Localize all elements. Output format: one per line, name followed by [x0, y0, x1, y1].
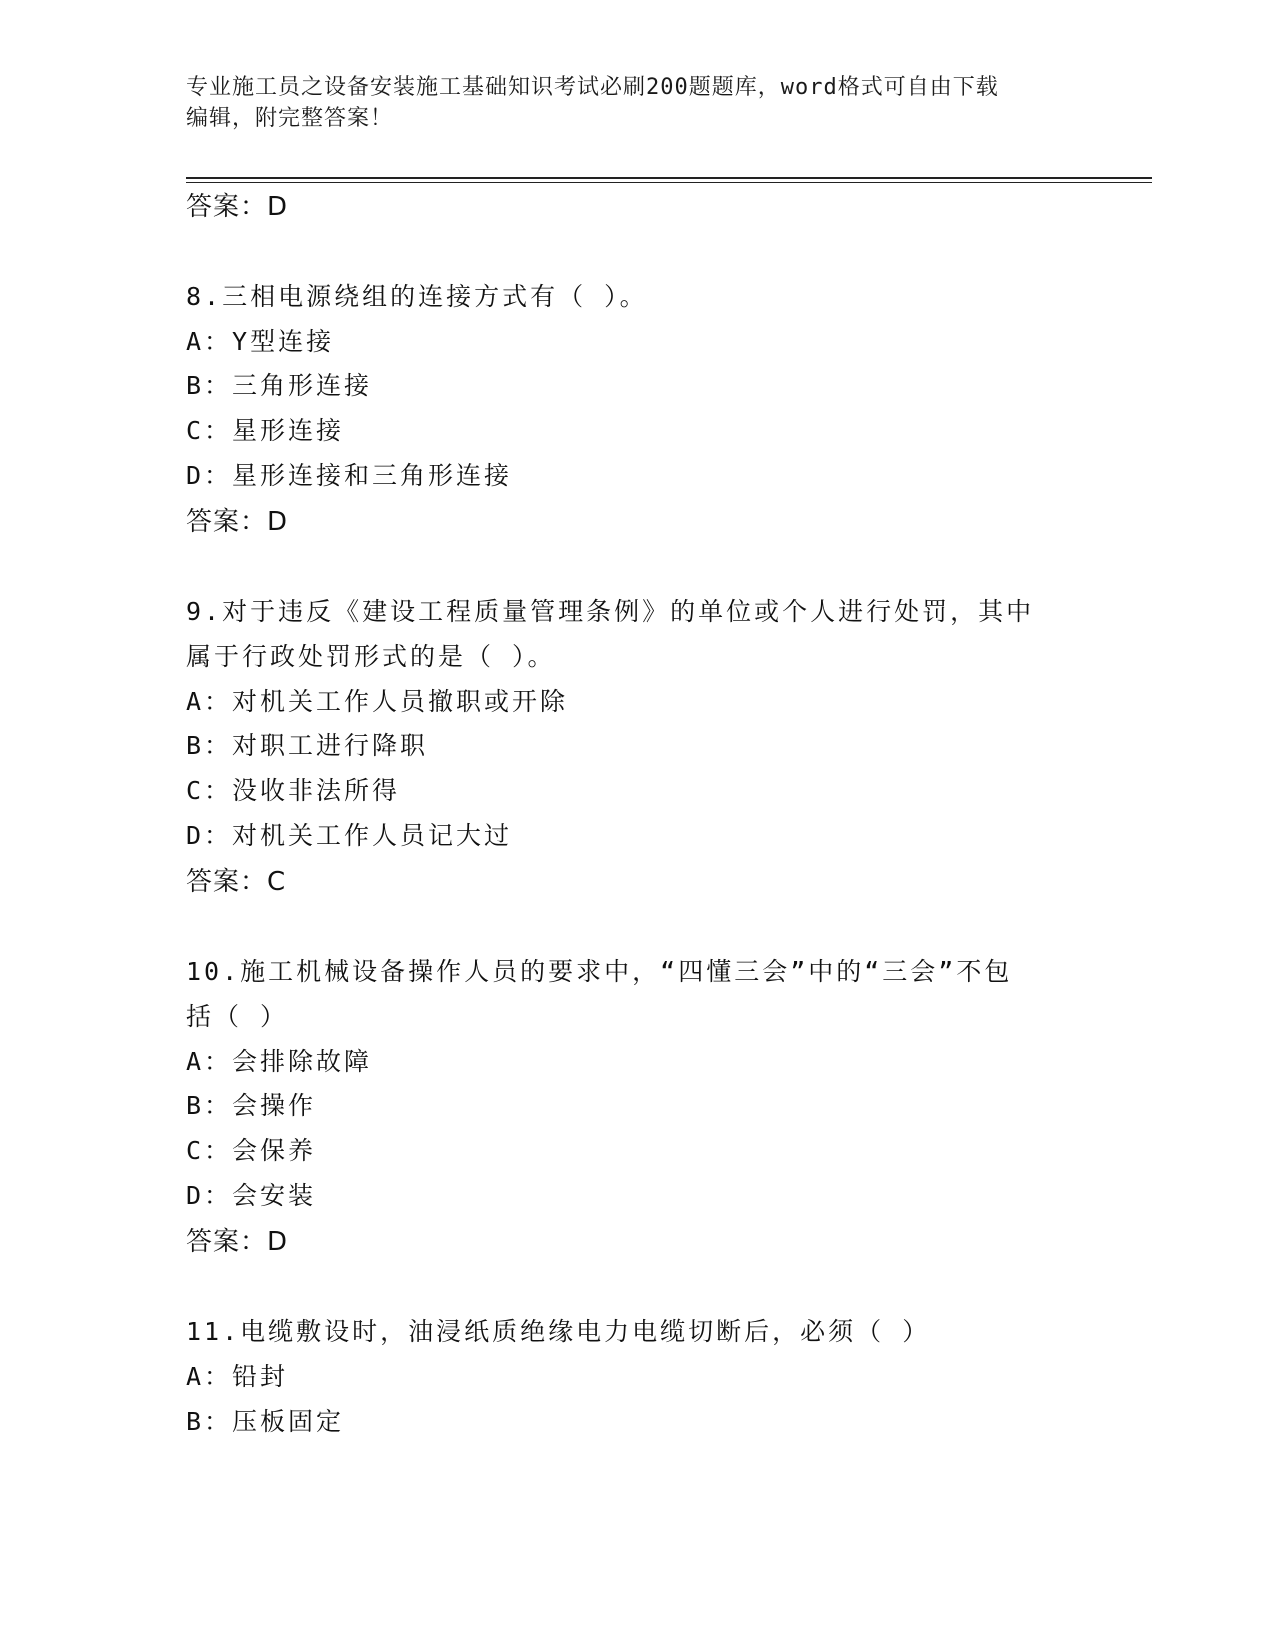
question-stem: 9.对于违反《建设工程质量管理条例》的单位或个人进行处罚，其中	[186, 597, 1035, 626]
option-c: C：没收非法所得	[186, 776, 401, 805]
option-d: D：对机关工作人员记大过	[186, 821, 513, 850]
header-line-2: 编辑，附完整答案！	[186, 106, 394, 131]
question-stem: 8.三相电源绕组的连接方式有（ ）。	[186, 282, 648, 311]
option-b: B：压板固定	[186, 1407, 345, 1436]
header-divider-thick	[186, 177, 1152, 179]
option-a: A：铅封	[186, 1362, 289, 1391]
option-b: B：对职工进行降职	[186, 731, 429, 760]
question-stem-continued: 括（ ）	[186, 1002, 289, 1031]
header-line-1: 专业施工员之设备安装施工基础知识考试必刷200题题库，word格式可自由下载	[186, 75, 999, 100]
question-stem: 11.电缆敷设时，油浸纸质绝缘电力电缆切断后，必须（ ）	[186, 1317, 931, 1346]
option-a: A：会排除故障	[186, 1047, 373, 1076]
header-divider-thin	[186, 182, 1152, 183]
option-c: C：会保养	[186, 1136, 317, 1165]
answer-line: 答案：D	[186, 507, 289, 537]
option-d: D：会安装	[186, 1181, 317, 1210]
option-a: A：Y型连接	[186, 327, 335, 356]
question-stem-continued: 属于行政处罚形式的是（ ）。	[186, 642, 556, 671]
answer-line: 答案：C	[186, 867, 287, 897]
option-a: A：对机关工作人员撤职或开除	[186, 687, 569, 716]
option-c: C：星形连接	[186, 416, 345, 445]
option-b: B：会操作	[186, 1091, 317, 1120]
question-stem: 10.施工机械设备操作人员的要求中，“四懂三会”中的“三会”不包	[186, 957, 1013, 986]
option-b: B：三角形连接	[186, 371, 373, 400]
option-d: D：星形连接和三角形连接	[186, 461, 513, 490]
answer-line: 答案：D	[186, 1227, 289, 1257]
answer-line: 答案：D	[186, 192, 289, 222]
document-header	[186, 72, 1086, 134]
